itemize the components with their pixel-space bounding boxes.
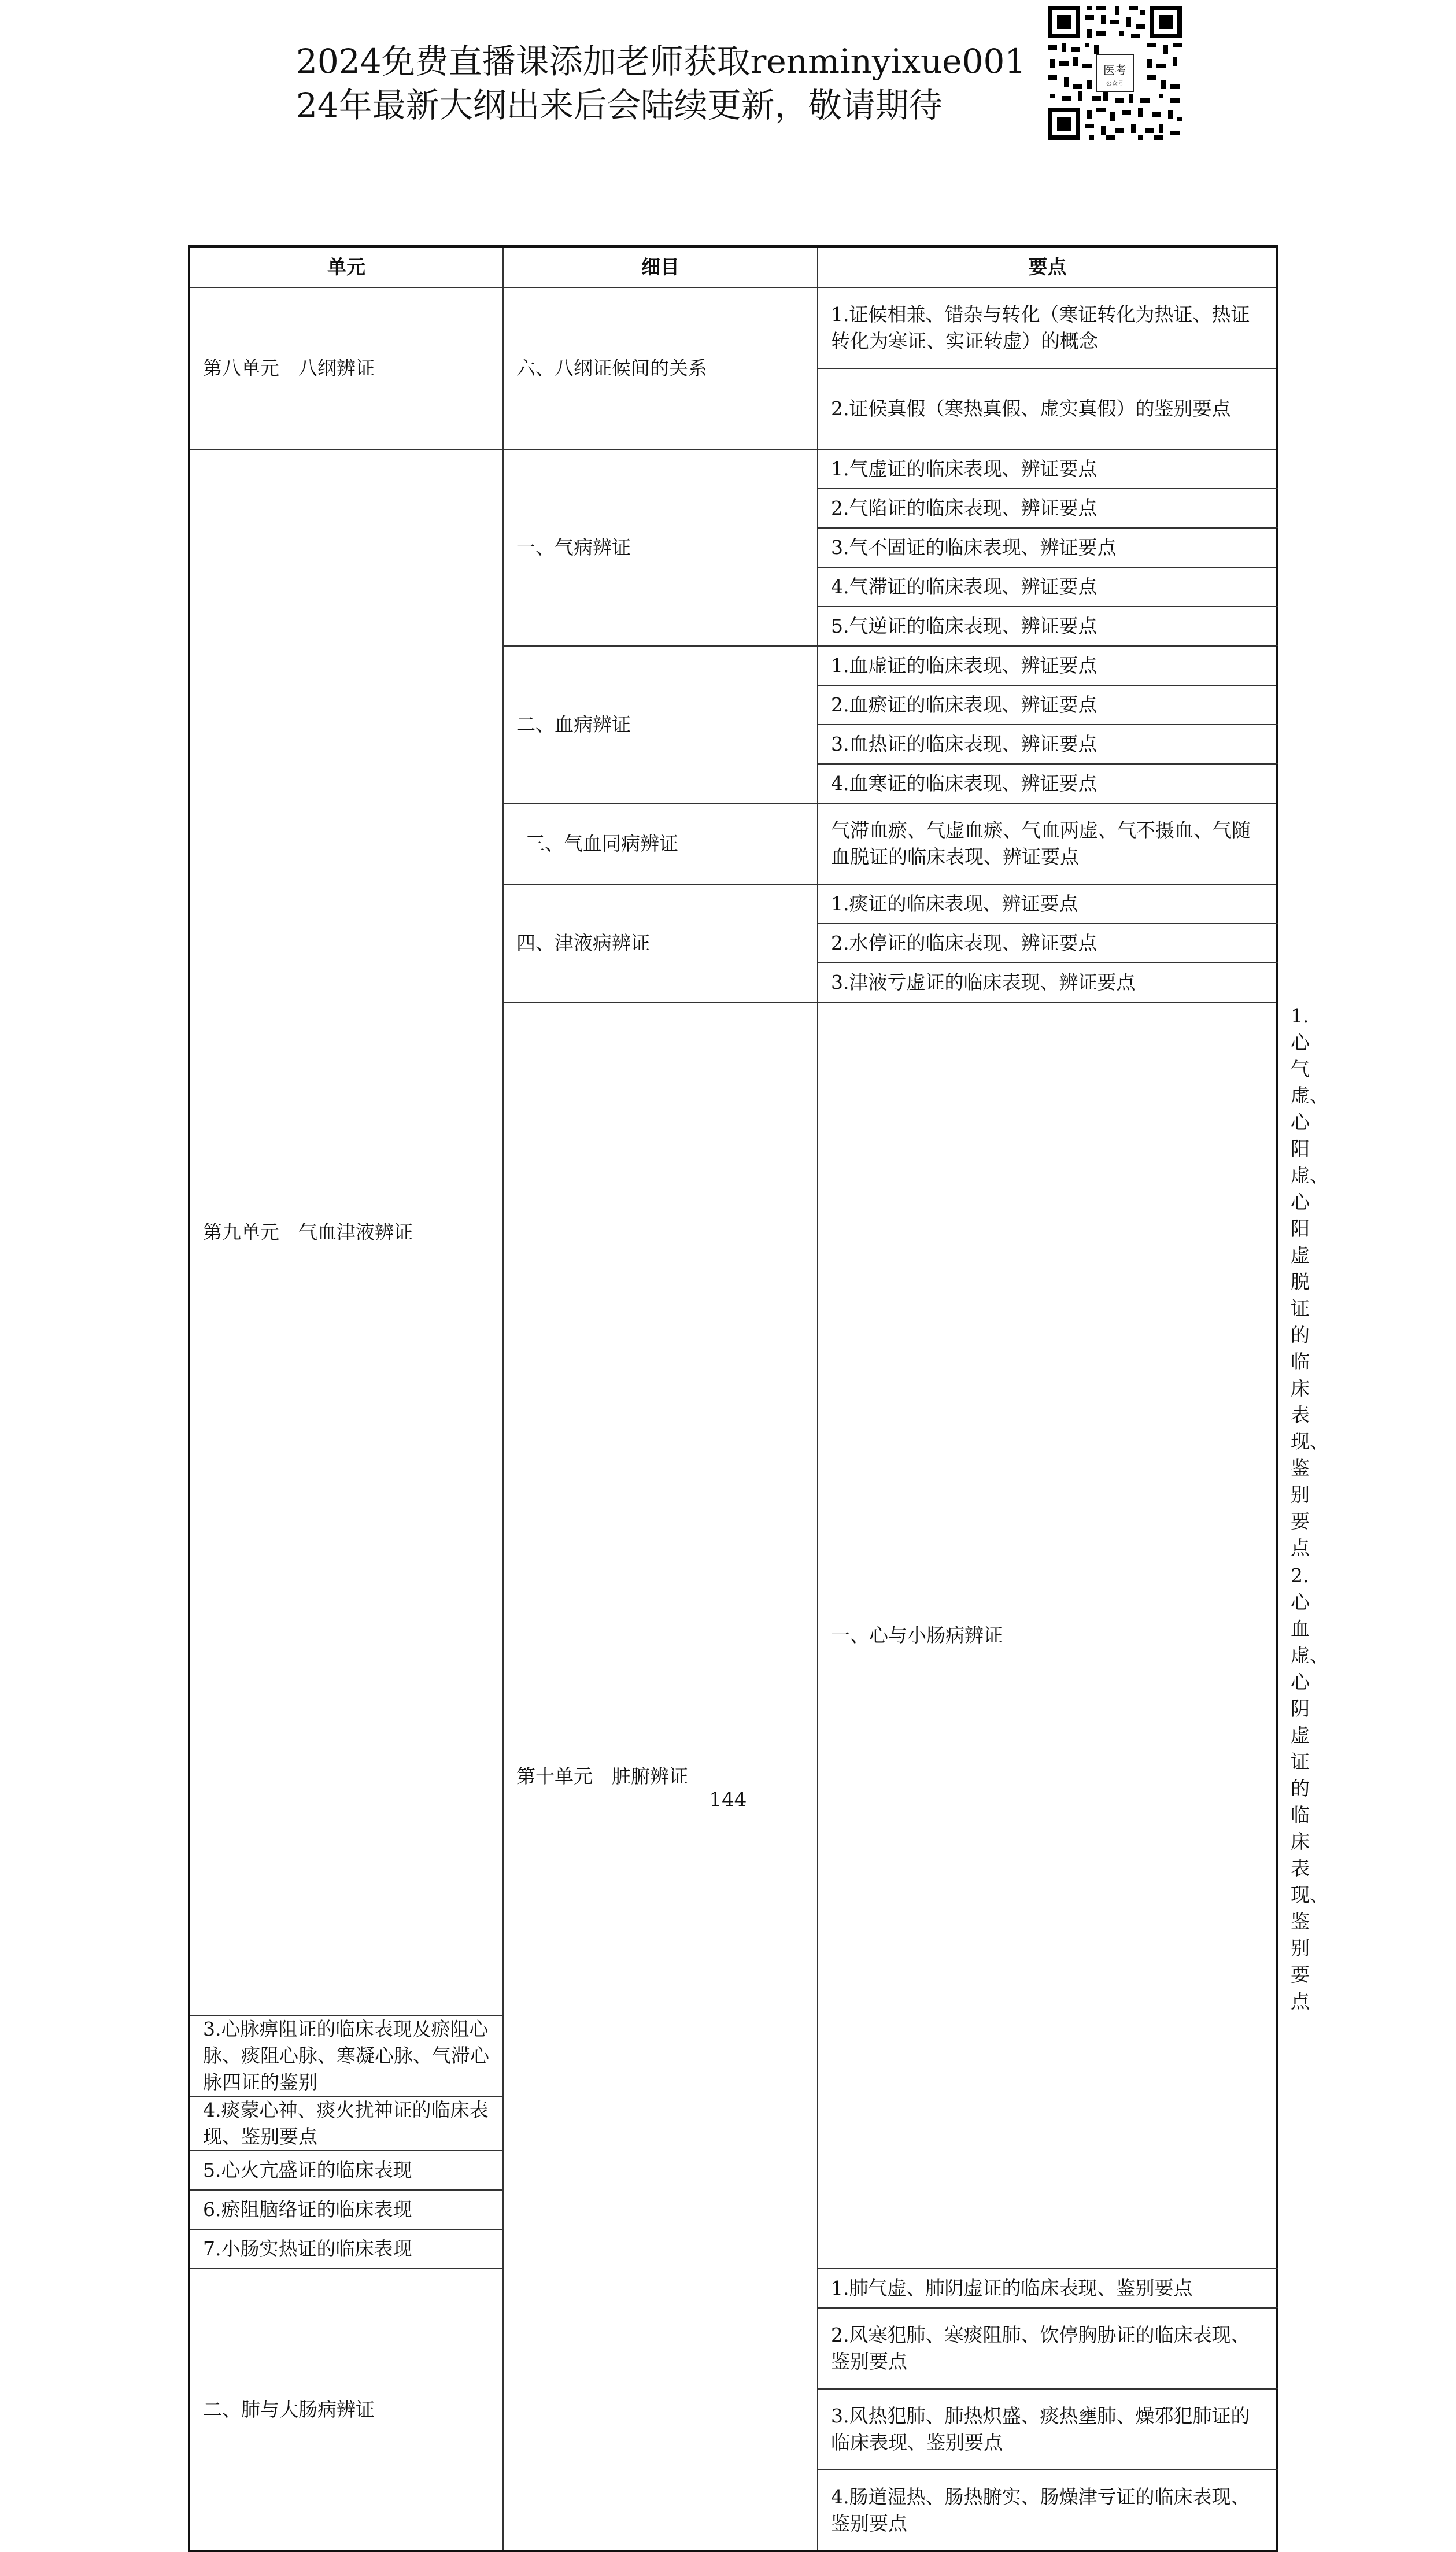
point-cell: 1.痰证的临床表现、辨证要点 bbox=[818, 884, 1277, 924]
item-cell: 六、八纲证候间的关系 bbox=[503, 287, 818, 449]
table-header-row bbox=[189, 246, 1277, 287]
point-cell: 3.气不固证的临床表现、辨证要点 bbox=[818, 528, 1277, 567]
table-row: 第十单元 脏腑辨证 一、心与小肠病辨证 1.心气虚、心阳虚、心阳虚脱证的临床表现、鉴别要点 bbox=[189, 1002, 1277, 1562]
item-cell: 二、血病辨证 bbox=[503, 646, 818, 803]
point-cell: 气滞血瘀、气虚血瘀、气血两虚、气不摄血、气随血脱证的临床表现、辨证要点 bbox=[818, 803, 1277, 884]
point-cell: 2.气陷证的临床表现、辨证要点 bbox=[818, 489, 1277, 528]
syllabus-table bbox=[188, 245, 1329, 2552]
header-points: 要点 bbox=[818, 246, 1277, 287]
unit-cell: 第十单元 脏腑辨证 bbox=[503, 1002, 818, 2551]
point-cell: 4.痰蒙心神、痰火扰神证的临床表现、鉴别要点 bbox=[189, 2096, 503, 2151]
header-item: 细目 bbox=[503, 246, 818, 287]
point-cell: 3.心脉痹阻证的临床表现及瘀阻心脉、痰阻心脉、寒凝心脉、气滞心脉四证的鉴别 bbox=[189, 2015, 503, 2096]
point-cell: 1.血虚证的临床表现、辨证要点 bbox=[818, 646, 1277, 685]
item-cell: 一、心与小肠病辨证 bbox=[818, 1002, 1277, 2269]
point-cell: 5.心火亢盛证的临床表现 bbox=[189, 2151, 503, 2190]
point-cell: 2.水停证的临床表现、辨证要点 bbox=[818, 924, 1277, 963]
qr-logo-text: 医考 bbox=[1103, 63, 1126, 77]
page-header bbox=[296, 39, 1026, 127]
item-cell: 四、津液病辨证 bbox=[503, 884, 818, 1002]
point-cell: 1.证候相兼、错杂与转化（寒证转化为热证、热证转化为寒证、实证转虚）的概念 bbox=[818, 287, 1277, 368]
header-unit: 单元 bbox=[189, 246, 503, 287]
header-line-1: 2024免费直播课添加老师获取renminyixue001 bbox=[296, 42, 1026, 81]
point-cell: 4.气滞证的临床表现、辨证要点 bbox=[818, 567, 1277, 607]
page-number: 144 bbox=[709, 1788, 747, 1811]
point-cell: 3.风热犯肺、肺热炽盛、痰热壅肺、燥邪犯肺证的临床表现、鉴别要点 bbox=[818, 2389, 1277, 2470]
item-cell: 三、气血同病辨证 bbox=[503, 803, 818, 884]
unit-cell: 第九单元 气血津液辨证 bbox=[189, 449, 503, 2015]
qr-code bbox=[1045, 3, 1184, 142]
unit-cell: 第八单元 八纲辨证 bbox=[189, 287, 503, 449]
table-row bbox=[189, 449, 1277, 489]
header-line-2: 24年最新大纲出来后会陆续更新，敬请期待 bbox=[296, 86, 943, 125]
item-cell: 二、肺与大肠病辨证 bbox=[189, 2269, 503, 2551]
point-cell: 7.小肠实热证的临床表现 bbox=[189, 2229, 503, 2269]
table-row: 2.心血虚、心阴虚证的临床表现、鉴别要点 bbox=[1291, 1564, 1329, 2012]
point-cell: 4.肠道湿热、肠热腑实、肠燥津亏证的临床表现、鉴别要点 bbox=[818, 2470, 1277, 2551]
point-cell: 2.风寒犯肺、寒痰阻肺、饮停胸胁证的临床表现、鉴别要点 bbox=[818, 2308, 1277, 2389]
point-cell: 2.证候真假（寒热真假、虚实真假）的鉴别要点 bbox=[818, 368, 1277, 449]
point-cell: 5.气逆证的临床表现、辨证要点 bbox=[818, 607, 1277, 646]
point-cell: 3.津液亏虚证的临床表现、辨证要点 bbox=[818, 963, 1277, 1002]
table-row bbox=[189, 287, 1277, 368]
point-cell: 2.血瘀证的临床表现、辨证要点 bbox=[818, 685, 1277, 725]
qr-logo-subtext: 公众号 bbox=[1106, 81, 1124, 87]
point-cell: 1.气虚证的临床表现、辨证要点 bbox=[818, 449, 1277, 489]
item-cell: 一、气病辨证 bbox=[503, 449, 818, 646]
point-cell: 3.血热证的临床表现、辨证要点 bbox=[818, 725, 1277, 764]
point-cell: 1.肺气虚、肺阴虚证的临床表现、鉴别要点 bbox=[818, 2269, 1277, 2308]
point-cell: 6.瘀阻脑络证的临床表现 bbox=[189, 2190, 503, 2229]
point-cell: 4.血寒证的临床表现、辨证要点 bbox=[818, 764, 1277, 803]
